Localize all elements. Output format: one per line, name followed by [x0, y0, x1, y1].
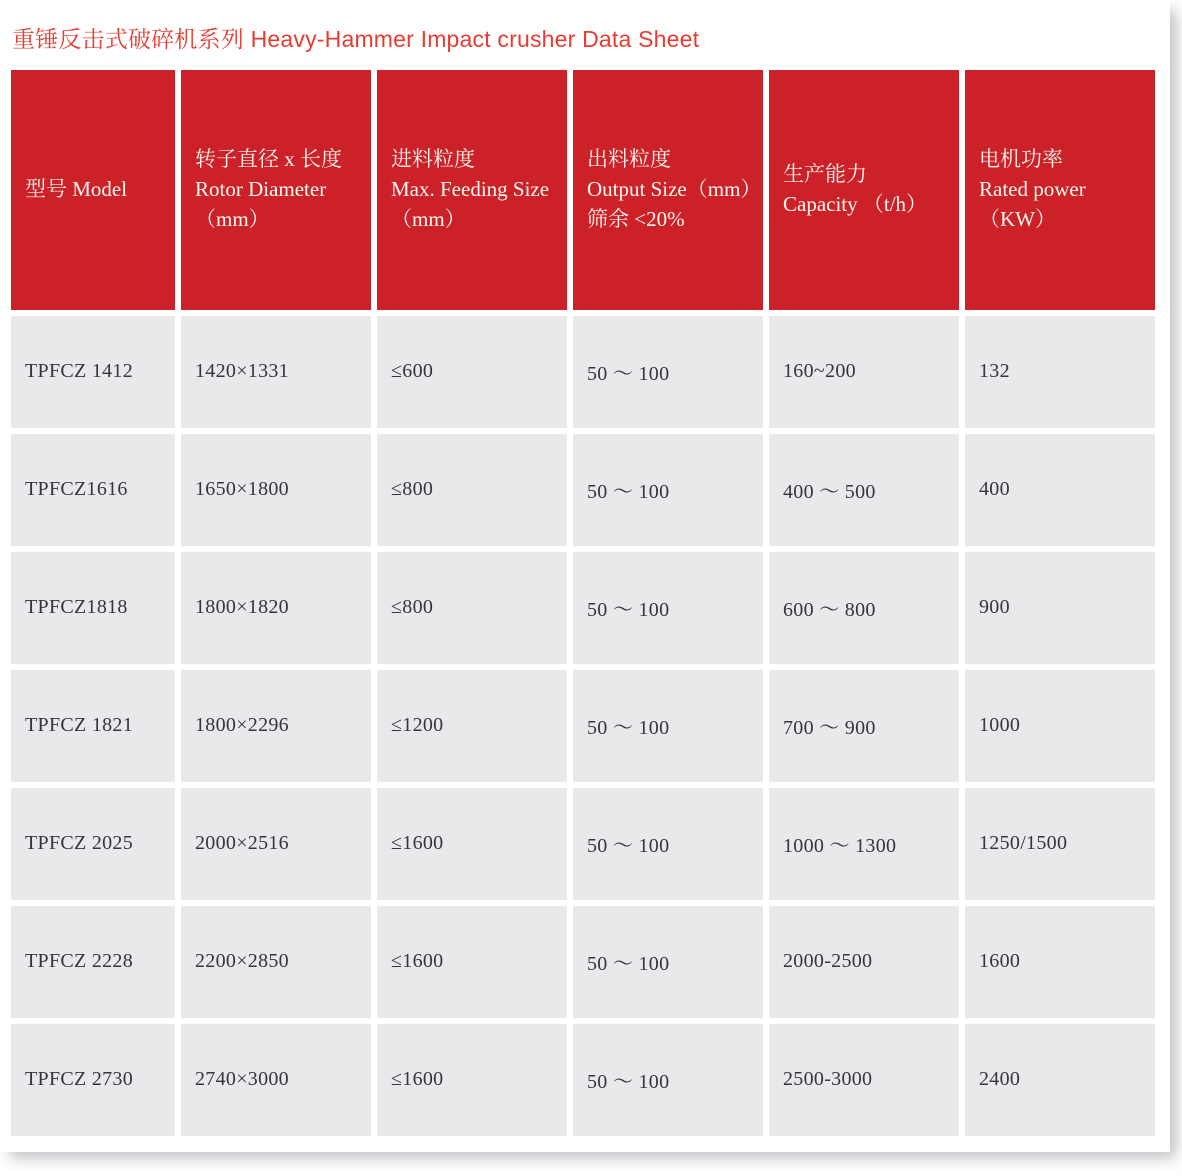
table-row — [11, 906, 1155, 1018]
cell-capacity: 160~200 — [769, 316, 959, 428]
col-header-line: （mm） — [391, 206, 466, 231]
cell-rated-power: 1250/1500 — [965, 788, 1155, 900]
col-header-rotor-diameter — [181, 70, 371, 310]
table-header-row — [11, 70, 1155, 310]
cell-feeding-size: ≤600 — [377, 316, 567, 428]
col-header-line: （mm） — [195, 206, 270, 231]
table-row — [11, 316, 1155, 428]
cell-rotor: 1420×1331 — [181, 316, 371, 428]
col-header-line: 转子直径 x 长度 — [195, 146, 342, 171]
col-header-line: 型号 Model — [25, 176, 128, 201]
col-header-line: Rotor Diameter — [195, 176, 327, 201]
col-header-capacity — [769, 70, 959, 310]
cell-capacity: 400 ～ 500 — [769, 434, 959, 546]
cell-rated-power: 1600 — [965, 906, 1155, 1018]
col-header-rated-power — [965, 70, 1155, 310]
cell-feeding-size: ≤1600 — [377, 906, 567, 1018]
cell-output-size: 50 ～ 100 — [573, 788, 763, 900]
col-header-line: Output Size（mm） — [587, 176, 762, 201]
cell-rated-power: 132 — [965, 316, 1155, 428]
spec-table — [5, 64, 1161, 1142]
cell-rated-power: 1000 — [965, 670, 1155, 782]
table-row — [11, 1024, 1155, 1136]
cell-model: TPFCZ 2025 — [11, 788, 175, 900]
cell-model: TPFCZ 1821 — [11, 670, 175, 782]
col-header-line: Capacity （t/h） — [783, 191, 928, 216]
cell-capacity: 600 ～ 800 — [769, 552, 959, 664]
cell-model: TPFCZ 1412 — [11, 316, 175, 428]
table-row — [11, 788, 1155, 900]
cell-output-size: 50 ～ 100 — [573, 552, 763, 664]
col-header-max-feeding-size — [377, 70, 567, 310]
cell-rotor: 2200×2850 — [181, 906, 371, 1018]
cell-output-size: 50 ～ 100 — [573, 434, 763, 546]
cell-rotor: 2740×3000 — [181, 1024, 371, 1136]
cell-output-size: 50 ～ 100 — [573, 1024, 763, 1136]
table-row — [11, 670, 1155, 782]
col-header-line: （KW） — [979, 206, 1056, 231]
col-header-line: 电机功率 — [979, 146, 1063, 171]
cell-output-size: 50 ～ 100 — [573, 670, 763, 782]
col-header-output-size — [573, 70, 763, 310]
cell-capacity: 700 ～ 900 — [769, 670, 959, 782]
cell-feeding-size: ≤1600 — [377, 1024, 567, 1136]
cell-capacity: 2500-3000 — [769, 1024, 959, 1136]
cell-output-size: 50 ～ 100 — [573, 316, 763, 428]
cell-model: TPFCZ 2730 — [11, 1024, 175, 1136]
cell-rotor: 1800×2296 — [181, 670, 371, 782]
cell-rated-power: 2400 — [965, 1024, 1155, 1136]
cell-rotor: 2000×2516 — [181, 788, 371, 900]
table-row — [11, 552, 1155, 664]
cell-rated-power: 400 — [965, 434, 1155, 546]
col-header-model — [11, 70, 175, 310]
col-header-line: Max. Feeding Size — [391, 176, 550, 201]
table-row — [11, 434, 1155, 546]
page-title: 重锤反击式破碎机系列 Heavy-Hammer Impact crusher Data Sheet — [12, 26, 700, 52]
cell-output-size: 50 ～ 100 — [573, 906, 763, 1018]
cell-feeding-size: ≤1600 — [377, 788, 567, 900]
col-header-line: Rated power — [979, 176, 1086, 201]
col-header-line: 进料粒度 — [391, 146, 475, 171]
cell-model: TPFCZ 2228 — [11, 906, 175, 1018]
col-header-line: 筛余 <20% — [587, 206, 685, 231]
cell-model: TPFCZ1818 — [11, 552, 175, 664]
cell-feeding-size: ≤1200 — [377, 670, 567, 782]
cell-rotor: 1800×1820 — [181, 552, 371, 664]
cell-rated-power: 900 — [965, 552, 1155, 664]
cell-capacity: 1000 ～ 1300 — [769, 788, 959, 900]
cell-capacity: 2000-2500 — [769, 906, 959, 1018]
col-header-line: 生产能力 — [783, 161, 867, 186]
cell-rotor: 1650×1800 — [181, 434, 371, 546]
cell-model: TPFCZ1616 — [11, 434, 175, 546]
cell-feeding-size: ≤800 — [377, 552, 567, 664]
cell-feeding-size: ≤800 — [377, 434, 567, 546]
col-header-line: 出料粒度 — [587, 146, 671, 171]
